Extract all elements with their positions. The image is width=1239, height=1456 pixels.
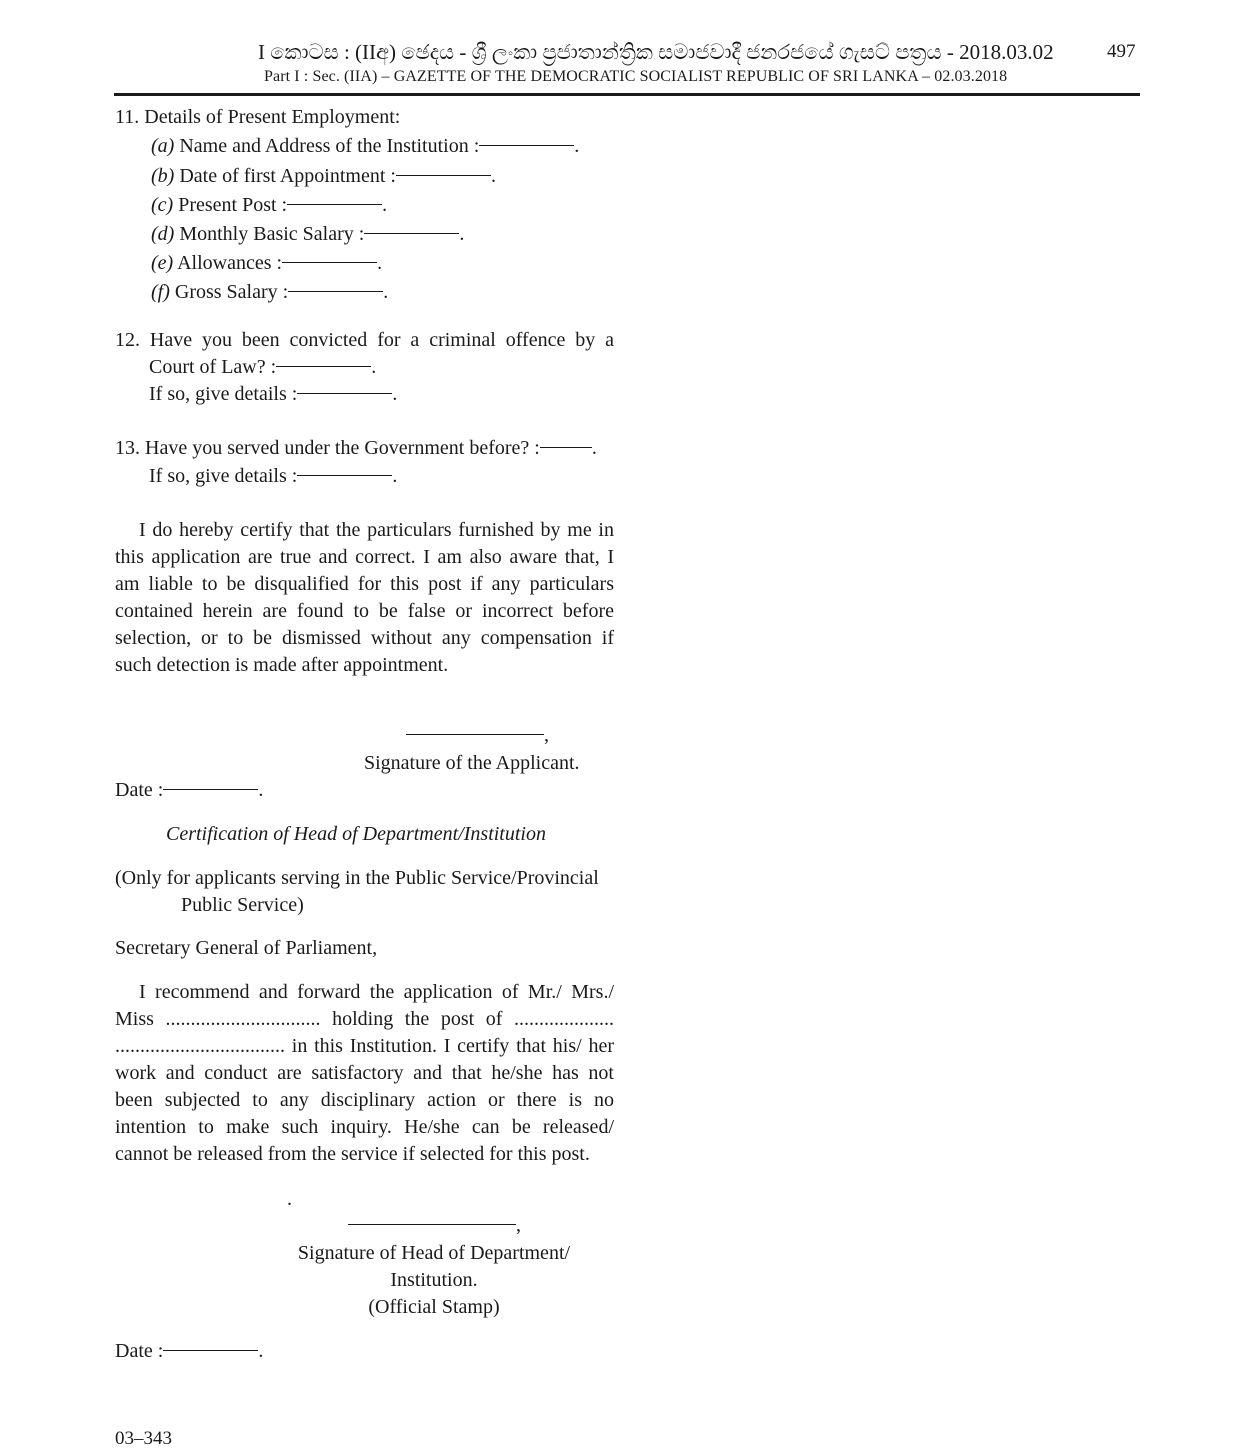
field-label: Gross Salary : — [174, 281, 289, 303]
blank-line — [297, 393, 392, 394]
blank-line — [406, 734, 544, 735]
recommend-paragraph: I recommend and forward the application of Mr./ Mrs./ Miss ............................... holding the post of .................... .................................. in this Institution. I certify that his/ her work and conduct are satisfactory and that he/she has not been subjected to any disciplinary action or there is no intention to make such inquiry. He/she can be released/ cannot be released from the service if selected for this post. — [115, 981, 614, 1165]
item-marker: (f) — [151, 281, 170, 303]
blank-line — [348, 1224, 516, 1225]
blank-line — [163, 789, 258, 790]
blank-line — [479, 145, 574, 146]
only-for-line2: Public Service) — [181, 894, 304, 916]
page-number: 497 — [1107, 41, 1136, 62]
applicant-date: Date : . — [115, 779, 264, 801]
field-label: Date of first Appointment : — [179, 165, 396, 187]
applicant-signature-line: , — [406, 722, 549, 749]
blank-line — [297, 475, 392, 476]
head-date: Date : . — [115, 1340, 264, 1362]
blank-line — [288, 291, 383, 292]
item-marker: (a) — [151, 135, 175, 157]
field-label: If so, give details : — [149, 383, 298, 405]
field-allowances: (e) Allowances : . — [151, 252, 383, 274]
blank-line — [540, 447, 592, 448]
header-rule — [114, 93, 1140, 96]
date-label: Date : — [115, 779, 164, 801]
certify-paragraph: I do hereby certify that the particulars furnished by me in this application are true and correct. I am also aware that, I am liable to be disqualified for this post if any particulars contained herein are found to be false or incorrect before selection, or to be dismissed without any compensation if such detection is made after appointment. — [115, 519, 614, 676]
blank-line — [287, 204, 382, 205]
header-sinhala-title: I කොටස : (IIඅ) ඡෙදය - ශ්‍රී ලංකා ප්‍රජාතාන්ත්‍රික සමාජවාදී ජනරජයේ ගැසට් පත්‍රය - 2018.03.02 — [258, 40, 1054, 64]
date-label: Date : — [115, 1340, 164, 1362]
section-12-court: Court of Law? : . — [149, 356, 377, 378]
section-13-details: If so, give details : . — [149, 465, 398, 487]
field-label: 13. Have you served under the Government before? : — [115, 437, 540, 459]
field-label: Present Post : — [178, 194, 288, 216]
section-12-question: 12. Have you been convicted for a criminal offence by a — [115, 329, 614, 351]
item-marker: (e) — [151, 252, 174, 274]
official-stamp-label: (Official Stamp) — [368, 1296, 500, 1318]
field-label: Allowances : — [177, 252, 283, 274]
footer-code: 03–343 — [115, 1428, 172, 1449]
blank-line — [163, 1350, 258, 1351]
field-gross-salary: (f) Gross Salary : . — [151, 281, 389, 303]
section-11-heading: 11. Details of Present Employment: — [115, 106, 401, 128]
blank-line — [396, 175, 491, 176]
section-12-details: If so, give details : . — [149, 383, 398, 405]
item-marker: (d) — [151, 223, 175, 245]
only-for-line1: (Only for applicants serving in the Public Service/Provincial — [115, 867, 599, 889]
item-marker: (b) — [151, 165, 175, 187]
field-label: Name and Address of the Institution : — [179, 135, 480, 157]
field-label: Monthly Basic Salary : — [179, 223, 365, 245]
stray-dot: . — [287, 1188, 292, 1210]
head-signature-institution: Institution. — [390, 1269, 478, 1291]
addressee: Secretary General of Parliament, — [115, 937, 378, 959]
head-signature-line: , — [348, 1212, 521, 1239]
item-marker: (c) — [151, 194, 174, 216]
section-13-question: 13. Have you served under the Government before? : . — [115, 437, 597, 459]
blank-line — [276, 366, 371, 367]
applicant-signature-label: Signature of the Applicant. — [364, 752, 580, 774]
field-basic-salary: (d) Monthly Basic Salary : . — [151, 223, 465, 245]
field-present-post: (c) Present Post : . — [151, 194, 388, 216]
field-label: Court of Law? : — [149, 356, 277, 378]
head-signature-label: Signature of Head of Department/ — [297, 1242, 571, 1264]
blank-line — [282, 262, 377, 263]
field-label: If so, give details : — [149, 465, 298, 487]
field-institution: (a) Name and Address of the Institution : . — [151, 135, 580, 157]
certification-heading: Certification of Head of Department/Institution — [166, 823, 546, 845]
field-first-appointment: (b) Date of first Appointment : . — [151, 165, 496, 187]
header-english-title: Part I : Sec. (IIA) – GAZETTE OF THE DEMOCRATIC SOCIALIST REPUBLIC OF SRI LANKA – 02.03.2018 — [264, 68, 1008, 85]
blank-line — [364, 233, 459, 234]
